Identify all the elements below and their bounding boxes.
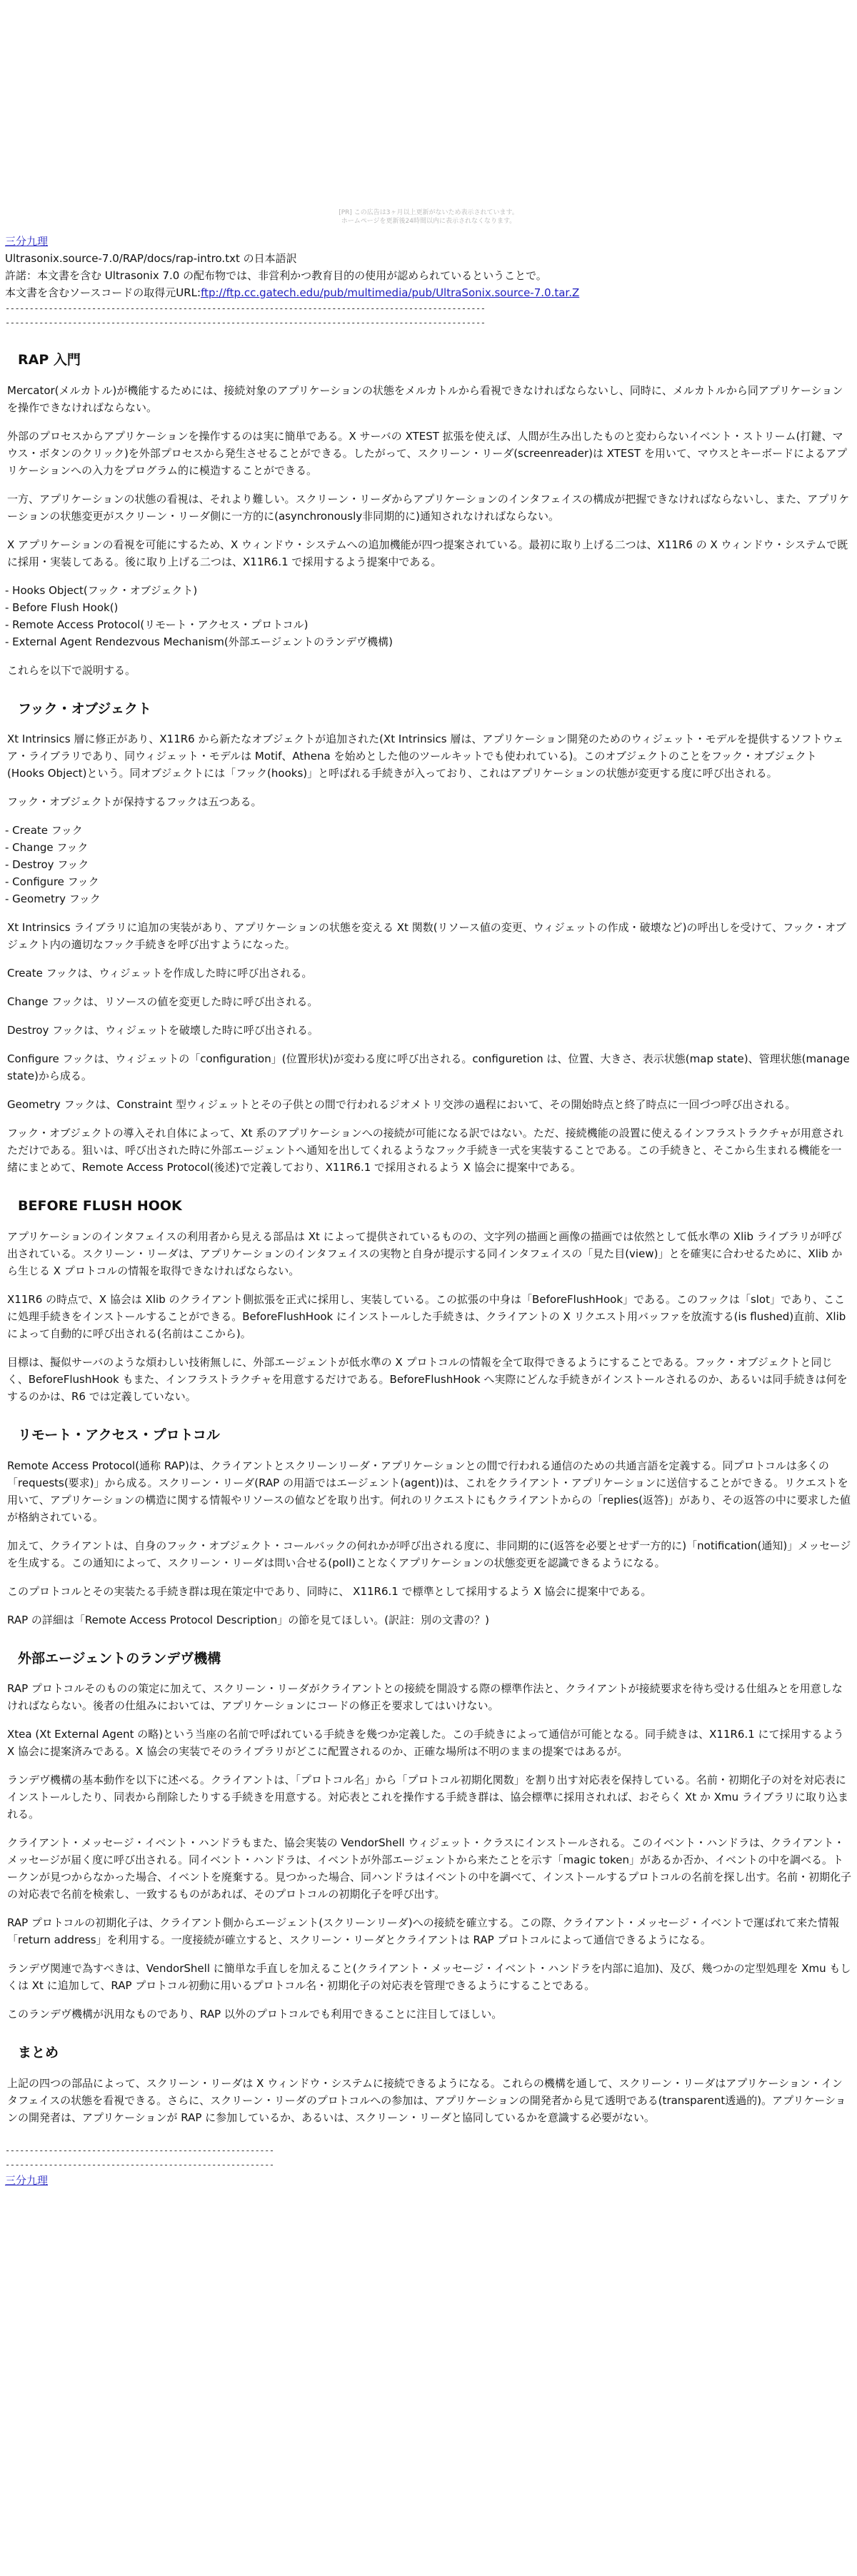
section-heading-rendezvous: 外部エージェントのランデヴ機構 bbox=[18, 1650, 221, 1666]
hook-list bbox=[5, 822, 852, 907]
list-item: - Change フック bbox=[5, 841, 89, 855]
paragraph: 一方、アプリケーションの状態の看視は、それより難しい。スクリーン・リーダからアプリケーションのインタフェイスの構成が把握できなければならないし、また、アプリケーションの状態変更がスクリーン・リーダ側に一方的に(asynchronously非同期的に)通知されなければならない。 bbox=[7, 492, 850, 523]
list-item: - External Agent Rendezvous Mechanism(外部エージェントのランデヴ機構) bbox=[5, 635, 393, 648]
list-item: - Hooks Object(フック・オブジェクト) bbox=[5, 583, 198, 597]
paragraph: Xt Intrinsics 層に修正があり、X11R6 から新たなオブジェクトが追加された(Xt Intrinsics 層は、アプリケーション開発のためのウィジェット・モデルを提供するソフトウェア・ライブラリであり、同ウィジェット・モデルは Motif、Athena を始めとした他のツールキットでも使われている)。このオブジェクトのことをフック・オブジェクト(Hooks Object)という。同オブジェクトには「フック(hooks)」と呼ばれる手続きが入っており、これはアプリケーションの状態が変更する度に呼び出される。 bbox=[7, 733, 844, 780]
paragraph: Xt Intrinsics ライブラリに追加の実装があり、アプリケーションの状態を変える Xt 関数(リソース値の変更、ウィジェットの作成・破壊など)の呼出しを受けて、フック・オブジェクト内の適切なフック手続きを呼び出すようになった。 bbox=[7, 921, 846, 952]
paragraph: ランデヴ関連で為すべきは、VendorShell に簡単な手直しを加えること(クライアント・メッセージ・イベント・ハンドラを内部に追加)、及び、幾つかの定型処理を Xmu もしくは Xt に追加して、RAP プロトコル初動に用いるプロトコル名・初期化子の対応表を管理できるようにすることである。 bbox=[7, 1962, 851, 1993]
paragraph: クライアント・メッセージ・イベント・ハンドラもまた、協会実装の VendorShell ウィジェット・クラスにインストールされる。このイベント・ハンドラは、クライアント・メッセージが届く度に呼び出される。同イベント・ハンドラは、イベントが外部エージェントから来たことを示す「magic token」があるか否か、イベントの中を調べる。トークンが見つからなかった場合、イベントを廃棄する。見つかった場合、同ハンドラはイベントの中を調べて、インストールするプロトコルの名前を探し出す。名前・初期化子の対応表で名前を検索し、一致するものがあれば、そのプロトコルの初期化子を呼び出す。 bbox=[7, 1836, 852, 1901]
section-intro bbox=[5, 351, 852, 679]
paragraph: ランデヴ機構の基本動作を以下に述べる。クライアントは、「プロトコル名」から「プロトコル初期化関数」を割り出す対応表を保持している。名前・初期化子の対を対応表にインストールしたり、同表から削除したりする手続きを用意する。対応表とこれを操作する手続き群は、協会標準に採用されれば、おそらく Xt か Xmu ライブラリに取り込まれる。 bbox=[7, 1773, 848, 1821]
section-before-flush-hook bbox=[5, 1197, 852, 1405]
section-heading-summary: まとめ bbox=[18, 2045, 59, 2061]
component-list bbox=[5, 582, 852, 650]
section-hooks-object bbox=[5, 700, 852, 1177]
source-url-label: 本文書を含むソースコードの取得元URL: bbox=[5, 286, 201, 299]
list-item: - Before Flush Hook() bbox=[5, 600, 119, 614]
ad-notice-line-2: ホームページを更新後24時間以内に表示されなくなります。 bbox=[341, 218, 516, 226]
paragraph: RAP プロトコルそのものの策定に加えて、スクリーン・リーダがクライアントとの接続を開設する際の標準作法と、クライアントが接続要求を待ち受ける仕組みとを用意しなければならない。後者の仕組みにおいては、アプリケーションにコードの修正を要求してはいけない。 bbox=[7, 1682, 843, 1713]
paragraph: フック・オブジェクトの導入それ自体によって、Xt 系のアプリケーションへの接続が可能になる訳ではない。ただ、接続機能の設置に使えるインフラストラクチャが用意されただけである。狙いは、呼び出された時に外部エージェントへ通知を出してくれるようなフック手続き一式を実装することである。この手続きと、そこから生まれる機能を一緒にまとめて、Remote Access Protocol(後述)で定義しており、X11R6.1 で採用されるよう X 協会に提案中である。 bbox=[7, 1127, 843, 1174]
section-rendezvous bbox=[5, 1650, 852, 2023]
paragraph: このランデヴ機構が汎用なものであり、RAP 以外のプロトコルでも利用できることに注目してほしい。 bbox=[7, 2008, 503, 2021]
document-title-line: Ultrasonix.source-7.0/RAP/docs/rap-intro.txt の日本語訳 bbox=[5, 252, 297, 265]
paragraph: Remote Access Protocol(通称 RAP)は、クライアントとスクリーンリーダ・アプリケーションとの間で行われる通信のための共通言語を定義する。同プロトコルは多くの「requests(要求)」から成る。スクリーン・リーダ(RAP の用語ではエージェント(agent))は、これをクライアント・アプリケーションに送信することができる。リクエストを用いて、アプリケーションの構造に関する情報やリソースの値などを取り出す。何れのリクエストにもクライアントからの「replies(返答)」があり、その返答の中に要求した値が格納されている。 bbox=[7, 1459, 851, 1524]
paragraph: 目標は、擬似サーバのような煩わしい技術無しに、外部エージェントが低水準の X プロトコルの情報を全て取得できるようにすることである。フック・オブジェクトと同じく、BeforeFlushHook もまた、インフラストラクチャを用意するだけである。BeforeFlushHook へ実際にどんな手続きがインストールされるのか、あるいは同手続きは何をするのかは、R6 では定義していない。 bbox=[7, 1356, 848, 1404]
paragraph: 加えて、クライアントは、自身のフック・オブジェクト・コールバックの何れかが呼び出される度に、非同期的に(返答を必要とせず一方的に)「notification(通知)」メッセージを生成する。この通知によって、スクリーン・リーダは問い合せる(poll)ことなくアプリケーションの状態変更を認識できるようになる。 bbox=[7, 1539, 851, 1569]
section-heading-hooks-object: フック・オブジェクト bbox=[18, 700, 151, 717]
bottom-home-link[interactable]: 三分九理 bbox=[5, 2174, 49, 2188]
paragraph: X アプリケーションの看視を可能にするため、X ウィンドウ・システムへの追加機能が四つ提案されている。最初に取り上げる二つは、X11R6 の X ウィンドウ・システムで既に採用・実装してある。後に取り上げる二つは、X11R6.1 で採用するよう提案中である。 bbox=[7, 538, 848, 568]
paragraph: Geometry フックは、Constraint 型ウィジェットとその子供との間で行われるジオメトリ交渉の過程において、その開始時点と終了時点に一回づつ呼び出される。 bbox=[7, 1098, 796, 1112]
paragraph: RAP プロトコルの初期化子は、クライアント側からエージェント(スクリーンリーダ)への接続を確立する。この際、クライアント・メッセージ・イベントで運ばれて来た情報「return address」を利用する。一度接続が確立すると、スクリーン・リーダとクライアントは RAP プロトコルによって通信できるようになる。 bbox=[7, 1916, 840, 1947]
document-footer bbox=[5, 2143, 852, 2189]
page bbox=[0, 208, 857, 2189]
list-item: - Geometry フック bbox=[5, 892, 101, 906]
header-rule-1: ---------------------------------------------------------------------------------------------------- bbox=[5, 303, 486, 313]
footer-rule-2: -------------------------------------------------------- bbox=[5, 2160, 274, 2170]
document-header bbox=[5, 233, 852, 330]
list-item: - Remote Access Protocol(リモート・アクセス・プロトコル) bbox=[5, 618, 309, 631]
paragraph: Destroy フックは、ウィジェットを破壊した時に呼び出される。 bbox=[7, 1024, 319, 1037]
list-item: - Create フック bbox=[5, 824, 83, 837]
list-item: - Destroy フック bbox=[5, 858, 89, 872]
paragraph: Xtea (Xt External Agent の略)という当座の名前で呼ばれている手続きを幾つか定義した。この手続きによって通信が可能となる。同手続きは、X11R6.1 にて採用するよう X 協会に提案済みである。X 協会の実装でそのライブラリがどこに配置されるのか、正確な場所は不明のままの提案ではあるが。 bbox=[7, 1728, 844, 1759]
paragraph: フック・オブジェクトが保持するフックは五つある。 bbox=[7, 795, 262, 809]
ad-notice bbox=[5, 208, 852, 230]
paragraph: Create フックは、ウィジェットを作成した時に呼び出される。 bbox=[7, 967, 313, 980]
license-line: 許諾：本文書を含む Ultrasonix 7.0 の配布物では、非営利かつ教育目的の使用が認められているということで。 bbox=[5, 269, 547, 282]
paragraph: X11R6 の時点で、X 協会は Xlib のクライアント側拡張を正式に採用し、実装している。この拡張の中身は「BeforeFlushHook」である。このフックは「slot」であり、ここに処理手続きをインストールすることができる。BeforeFlushHook にインストールした手続きは、クライアントの X リクエスト用バッファを放流する(is flushed)直前、Xlib によって自動的に呼び出される(名前はここから)。 bbox=[7, 1293, 846, 1341]
section-heading-before-flush-hook: BEFORE FLUSH HOOK bbox=[18, 1198, 182, 1214]
ad-notice-line-1: [PR] この広告は3ヶ月以上更新がないため表示されています。 bbox=[339, 209, 518, 216]
top-home-link[interactable]: 三分九理 bbox=[5, 235, 49, 248]
section-remote-access-protocol bbox=[5, 1427, 852, 1629]
header-rule-2: ---------------------------------------------------------------------------------------------------- bbox=[5, 318, 486, 328]
section-heading-intro: RAP 入門 bbox=[18, 352, 81, 368]
paragraph: RAP の詳細は「Remote Access Protocol Description」の節を見てほしい。(訳註：別の文書の？) bbox=[7, 1613, 490, 1626]
source-url-link[interactable]: ftp://ftp.cc.gatech.edu/pub/multimedia/pub/UltraSonix.source-7.0.tar.Z bbox=[201, 286, 580, 299]
source-url-line bbox=[5, 284, 852, 301]
paragraph: アプリケーションのインタフェイスの利用者から見える部品は Xt によって提供されているものの、文字列の描画と画像の描画では依然として低水準の Xlib ライブラリが呼び出されている。スクリーン・リーダは、アプリケーションのインタフェイスの実物と自身が提示する同インタフェイスの「見た目(view)」とを確実に合わせるために、Xlib から生じる X プロトコルの情報を取得できなければならない。 bbox=[7, 1230, 843, 1278]
paragraph: Mercator(メルカトル)が機能するためには、接続対象のアプリケーションの状態をメルカトルから看視できなければならないし、同時に、メルカトルから同アプリケーションを操作できなければならない。 bbox=[7, 383, 843, 414]
paragraph: Change フックは、リソースの値を変更した時に呼び出される。 bbox=[7, 995, 319, 1009]
paragraph: 上記の四つの部品によって、スクリーン・リーダは X ウィンドウ・システムに接続できるようになる。これらの機構を通して、スクリーン・リーダはアプリケーション・インタフェイスの状態を看視できる。さらに、スクリーン・リーダのプロトコルへの参加は、アプリケーションの開発者から見て透明である(transparent透過的)。アプリケーションの開発者は、アプリケーションが RAP に参加しているか、あるいは、スクリーン・リーダと協同しているかを意識する必要がない。 bbox=[7, 2077, 846, 2125]
paragraph: このプロトコルとその実装たる手続き群は現在策定中であり、同時に、 X11R6.1 で標準として採用するよう X 協会に提案中である。 bbox=[7, 1584, 652, 1598]
paragraph: Configure フックは、ウィジェットの「configuration」(位置形状)が変わる度に呼び出される。configuretion は、位置、大きさ、表示状態(map state)、管理状態(manage state)から成る。 bbox=[7, 1052, 850, 1083]
list-item: - Configure フック bbox=[5, 875, 99, 889]
paragraph: これらを以下で説明する。 bbox=[7, 663, 136, 677]
section-summary bbox=[5, 2044, 852, 2126]
section-heading-remote-access-protocol: リモート・アクセス・プロトコル bbox=[18, 1427, 220, 1444]
paragraph: 外部のプロセスからアプリケーションを操作するのは実に簡単である。X サーバの XTEST 拡張を使えば、人間が生み出したものと変わらないイベント・ストリーム(打鍵、マウス・ボタンのクリック)を外部プロセスから発生させることができる。したがって、スクリーン・リーダ(screenreader)は XTEST を用いて、マウスとキーボードによるアプリケーションへの入力をプログラム的に模造することができる。 bbox=[7, 429, 848, 477]
footer-rule-1: -------------------------------------------------------- bbox=[5, 2145, 274, 2156]
